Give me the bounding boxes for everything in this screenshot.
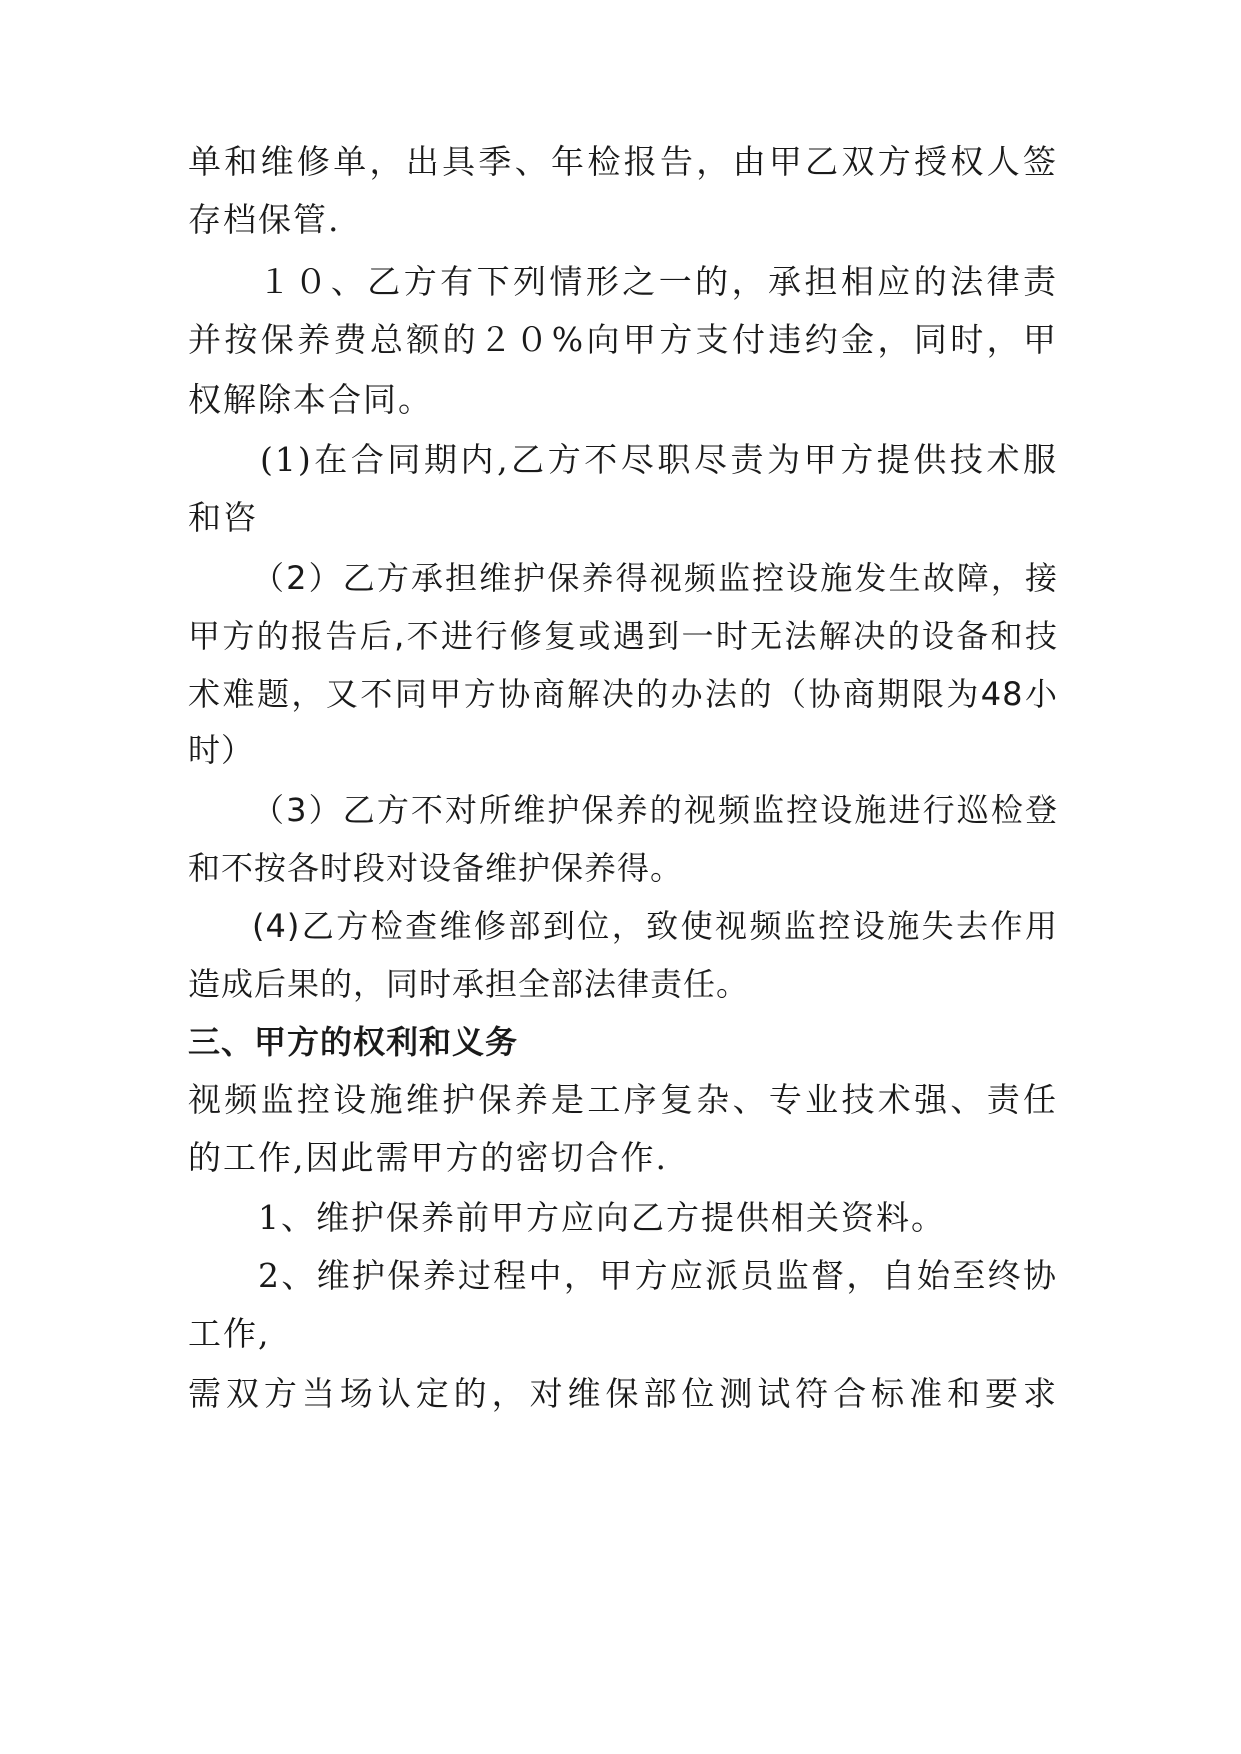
- text-line: 工作,: [188, 1314, 271, 1353]
- text-line: 的工作,因此需甲方的密切合作.: [188, 1138, 668, 1177]
- text-line: 术难题，又不同甲方协商解决的办法的（协商期限为48小: [188, 675, 1058, 713]
- text-line: 2、维护保养过程中，甲方应派员监督，自始至终协: [258, 1256, 1058, 1295]
- text-line: 需双方当场认定的，对维保部位测试符合标准和要求: [188, 1374, 1058, 1413]
- text-line: 时）: [188, 731, 255, 769]
- text-line: （2）乙方承担维护保养得视频监控设施发生故障，接: [252, 559, 1058, 597]
- text-line: 并按保养费总额的２０%向甲方支付违约金，同时，甲: [188, 320, 1058, 359]
- text-line: (1)在合同期内,乙方不尽职尽责为甲方提供技术服: [260, 440, 1058, 479]
- text-line: 和不按各时段对设备维护保养得。: [188, 849, 684, 887]
- text-line: 造成后果的，同时承担全部法律责任。: [188, 965, 750, 1003]
- text-line: 甲方的报告后,不进行修复或遇到一时无法解决的设备和技: [188, 617, 1058, 655]
- text-line: 视频监控设施维护保养是工序复杂、专业技术强、责任: [188, 1080, 1058, 1119]
- text-line: 存档保管.: [188, 200, 341, 239]
- text-line: 1、维护保养前甲方应向乙方提供相关资料。: [258, 1198, 946, 1237]
- text-line: 单和维修单，出具季、年检报告，由甲乙双方授权人签: [188, 142, 1058, 181]
- text-line: １０、乙方有下列情形之一的，承担相应的法律责: [258, 262, 1058, 301]
- text-line: 和咨: [188, 498, 258, 537]
- text-line: (4)乙方检查维修部到位，致使视频监控设施失去作用: [252, 907, 1058, 945]
- text-line: 权解除本合同。: [188, 380, 433, 419]
- section-heading: 三、甲方的权利和义务: [188, 1023, 519, 1061]
- text-line: （3）乙方不对所维护保养的视频监控设施进行巡检登: [252, 791, 1058, 829]
